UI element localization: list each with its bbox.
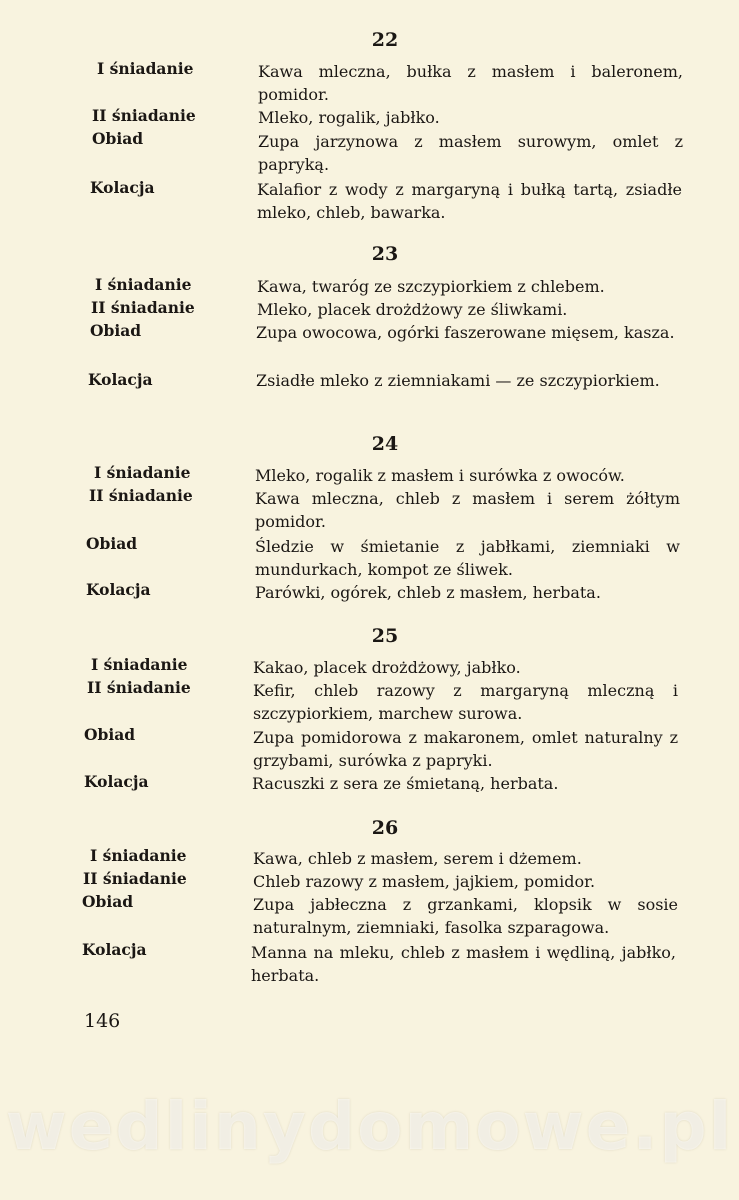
meal-label-dinner: Obiad [92,129,144,148]
meal-label-dinner: Obiad [90,321,142,340]
meal-text-dinner: Zupa jabłeczna z grzankami, klopsik w sosie naturalnym, ziemniaki, fasolka szparagowa. [253,895,678,937]
meal-text-supper: Zsiadłe mleko z ziemniakami — ze szczypiorkiem. [256,371,660,390]
watermark: wedlinydomowe.pl [5,1088,734,1165]
meal-label-breakfast-1: I śniadanie [97,59,194,78]
meal-label-breakfast-2: II śniadanie [89,486,193,505]
meal-text-breakfast-2: Kawa mleczna, chleb z masłem i serem żółtym pomidor. [255,489,680,531]
meal-text-dinner: Zupa jarzynowa z masłem surowym, omlet z papryką. [258,132,683,174]
meal-label-supper: Kolacja [82,940,147,959]
day-number: 26 [371,817,399,839]
meal-label-supper: Kolacja [86,580,151,599]
meal-label-breakfast-1: I śniadanie [94,463,191,482]
meal-text-breakfast-2: Mleko, rogalik, jabłko. [258,108,440,127]
meal-label-breakfast-2: II śniadanie [91,298,195,317]
meal-label-dinner: Obiad [84,725,136,744]
meal-text-breakfast-2: Kefir, chleb razowy z margaryną mleczną i szczypiorkiem, marchew surowa. [253,681,678,723]
meal-label-breakfast-2: II śniadanie [87,678,191,697]
day-number: 25 [371,625,399,647]
meal-text-dinner: Zupa owocowa, ogórki faszerowane mięsem, kasza. [256,323,675,342]
meal-text-breakfast-2: Chleb razowy z masłem, jajkiem, pomidor. [253,872,596,891]
meal-label-breakfast-1: I śniadanie [95,275,192,294]
day-number: 23 [371,243,399,265]
meal-label-supper: Kolacja [84,772,149,791]
meal-text-dinner: Śledzie w śmietanie z jabłkami, ziemniaki w mundurkach, kompot ze śliwek. [255,537,680,579]
meal-text-breakfast-1: Kawa mleczna, bułka z masłem i baleronem, pomidor. [258,62,683,104]
day-number: 24 [371,433,399,455]
meal-text-breakfast-1: Mleko, rogalik z masłem i surówka z owoców. [255,466,625,485]
meal-text-dinner: Zupa pomidorowa z makaronem, omlet naturalny z grzybami, surówka z papryki. [253,728,678,770]
meal-text-supper: Kalafior z wody z margaryną i bułką tartą, zsiadłe mleko, chleb, bawarka. [257,180,682,222]
meal-label-breakfast-1: I śniadanie [90,846,187,865]
meal-text-breakfast-2: Mleko, placek drożdżowy ze śliwkami. [257,300,568,319]
meal-label-dinner: Obiad [86,534,138,553]
meal-label-breakfast-2: II śniadanie [92,106,196,125]
meal-text-breakfast-1: Kakao, placek drożdżowy, jabłko. [253,658,521,677]
meal-text-breakfast-1: Kawa, chleb z masłem, serem i dżemem. [253,849,582,868]
meal-text-supper: Manna na mleku, chleb z masłem i wędliną, jabłko, herbata. [251,943,676,985]
page-number: 146 [84,1010,121,1032]
meal-label-dinner: Obiad [82,892,134,911]
meal-label-supper: Kolacja [90,178,155,197]
meal-text-supper: Racuszki z sera ze śmietaną, herbata. [252,774,559,793]
meal-label-breakfast-2: II śniadanie [83,869,187,888]
meal-label-breakfast-1: I śniadanie [91,655,188,674]
meal-text-breakfast-1: Kawa, twaróg ze szczypiorkiem z chlebem. [257,277,605,296]
meal-text-supper: Parówki, ogórek, chleb z masłem, herbata. [255,583,601,602]
day-number: 22 [371,29,399,51]
meal-label-supper: Kolacja [88,370,153,389]
